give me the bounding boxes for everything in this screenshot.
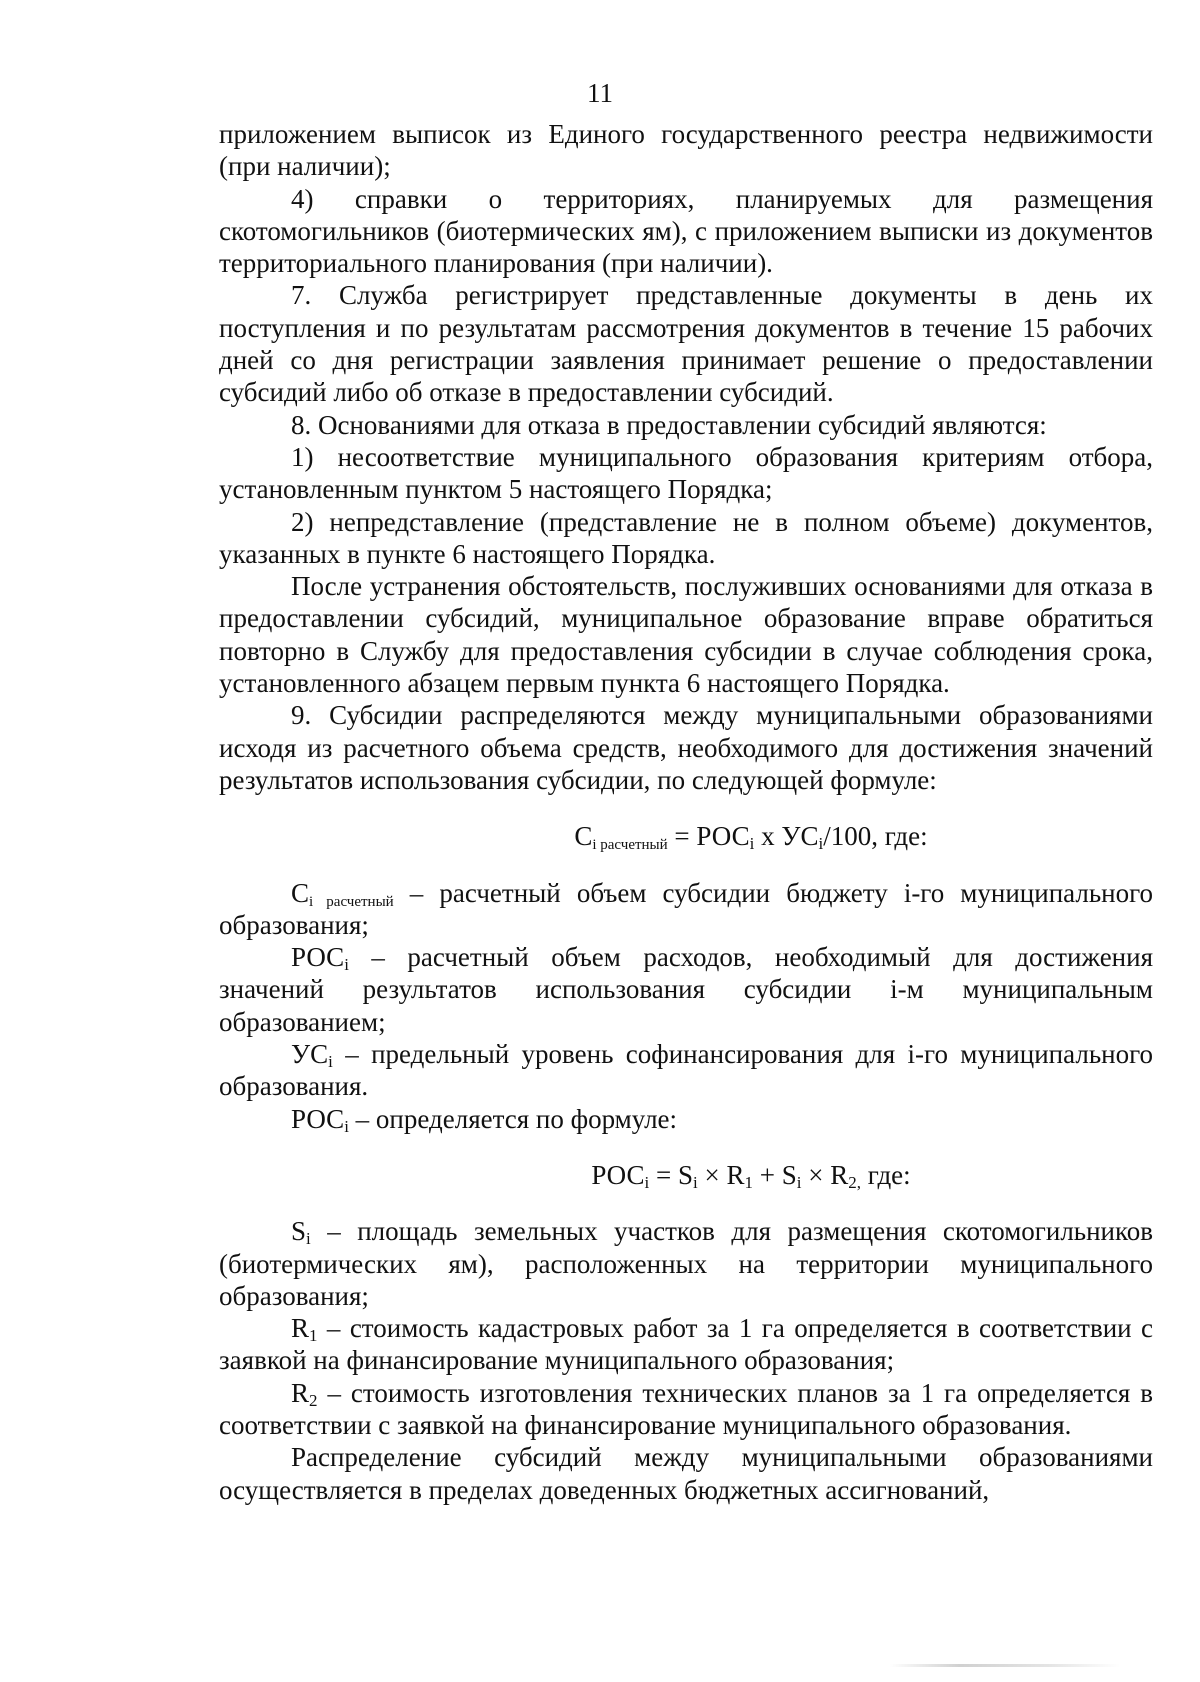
formula-subscript: i <box>693 1172 698 1192</box>
definition-text: – расчетный объем расходов, необходимый для достижения значений результатов использования субсидии i-м муниципальным образованием; <box>219 942 1153 1037</box>
formula-roc <box>219 1159 1153 1191</box>
definition-subscript: i расчетный <box>309 893 394 910</box>
definition-r1 <box>219 1312 1153 1377</box>
definition-subscript: i <box>306 1229 311 1249</box>
formula-text: × R <box>801 1159 849 1190</box>
formula-text: x УС <box>754 821 819 852</box>
formula-subscript: i <box>749 834 755 854</box>
definition-symbol: R <box>291 1377 310 1408</box>
definition-subscript: i <box>344 955 349 975</box>
paragraph-clause-7: 7. Служба регистрирует представленные документы в день их поступления и по результатам рассмотрения документов в течение 15 рабочих дней со дня регистрации заявления принимает решение о предоставлении субсидий либо об отказе в предоставлении субсидий. <box>219 280 1153 408</box>
formula-subscript: i расчетный <box>592 837 668 854</box>
definition-text: – предельный уровень софинансирования для i-го муниципального образования. <box>219 1039 1153 1102</box>
definition-symbol: R <box>291 1313 310 1344</box>
paragraph-refusal-1: 1) несоответствие муниципального образования критериям отбора, установленным пунктом 5 настоящего Порядка; <box>219 441 1153 505</box>
paragraph-clause-8: 8. Основаниями для отказа в предоставлении субсидий являются: <box>291 409 1047 440</box>
definition-text: – стоимость изготовления технических планов за 1 га определяется в соответствии с заявкой на финансирование муниципального образования. <box>219 1377 1153 1440</box>
page-number: 11 <box>587 78 613 108</box>
formula-text: + S <box>752 1159 797 1190</box>
definition-symbol: S <box>291 1216 307 1247</box>
definition-symbol: РОС <box>291 942 345 973</box>
formula-text: × R <box>697 1159 745 1190</box>
definition-text: – определяется по формуле: <box>348 1103 678 1134</box>
formula-text: /100, где: <box>823 821 928 852</box>
formula-symbol: C <box>574 821 593 852</box>
definition-symbol: C <box>291 877 310 908</box>
definition-symbol: УС <box>291 1039 329 1070</box>
formula-subscript: 2, <box>848 1172 861 1192</box>
definition-text: – расчетный объем субсидии бюджету i-го муниципального образования; <box>219 877 1154 940</box>
definition-subscript: i <box>328 1052 333 1072</box>
formula-text: = РОС <box>667 821 750 852</box>
definition-us <box>219 1038 1153 1103</box>
formula-symbol: РОС <box>591 1159 645 1190</box>
definition-symbol: РОС <box>291 1103 345 1134</box>
document-body <box>219 118 1153 1506</box>
paragraph-clause-9: 9. Субсидии распределяются между муниципальными образованиями исходя из расчетного объема средств, необходимого для достижения значений результатов использования субсидии, по следующей формуле: <box>219 700 1153 795</box>
scan-artifact <box>890 1664 1120 1667</box>
definition-subscript: i <box>344 1116 349 1136</box>
formula-subscript: 1 <box>744 1172 753 1192</box>
paragraph-refusal-2: 2) непредставление (представление не в полном объеме) документов, указанных в пункте 6 настоящего Порядка. <box>219 506 1153 569</box>
paragraph-continuation: приложением выписок из Единого государственного реестра недвижимости (при наличии); <box>219 119 1153 182</box>
definition-r2 <box>219 1377 1153 1442</box>
formula-subscript: i <box>796 1172 802 1192</box>
definition-subscript: 1 <box>309 1326 318 1346</box>
formula-subscript: i <box>818 834 824 854</box>
definition-c <box>219 877 1153 942</box>
definition-text: – стоимость кадастровых работ за 1 га определяется в соответствии с заявкой на финансирование муниципального образования; <box>219 1313 1153 1376</box>
definition-roc <box>219 941 1153 1038</box>
roc-formula-intro <box>219 1103 1153 1135</box>
paragraph-item-4: 4) справки о территориях, планируемых для размещения скотомогильников (биотермических ям), с приложением выписки из документов территориального планирования (при наличии). <box>219 183 1153 279</box>
paragraph-reapply: После устранения обстоятельств, послуживших основаниями для отказа в предоставлении субсидий, муниципальное образование вправе обратиться повторно в Службу для предоставления субсидии в случае соблюдения срока, установленного абзацем первым пункта 6 настоящего Порядка. <box>219 571 1153 699</box>
formula-text: где: <box>860 1159 911 1190</box>
definition-subscript: 2 <box>309 1390 318 1410</box>
definition-text: – площадь земельных участков для размещения скотомогильников (биотермических ям), расположенных на территории муниципального образования; <box>219 1216 1153 1311</box>
definition-s <box>219 1215 1153 1312</box>
paragraph-distribution: Распределение субсидий между муниципальными образованиями осуществляется в пределах доведенных бюджетных ассигнований, <box>219 1442 1153 1505</box>
formula-subsidy <box>219 820 1153 852</box>
formula-subscript: i <box>644 1172 650 1192</box>
formula-text: = S <box>649 1159 693 1190</box>
